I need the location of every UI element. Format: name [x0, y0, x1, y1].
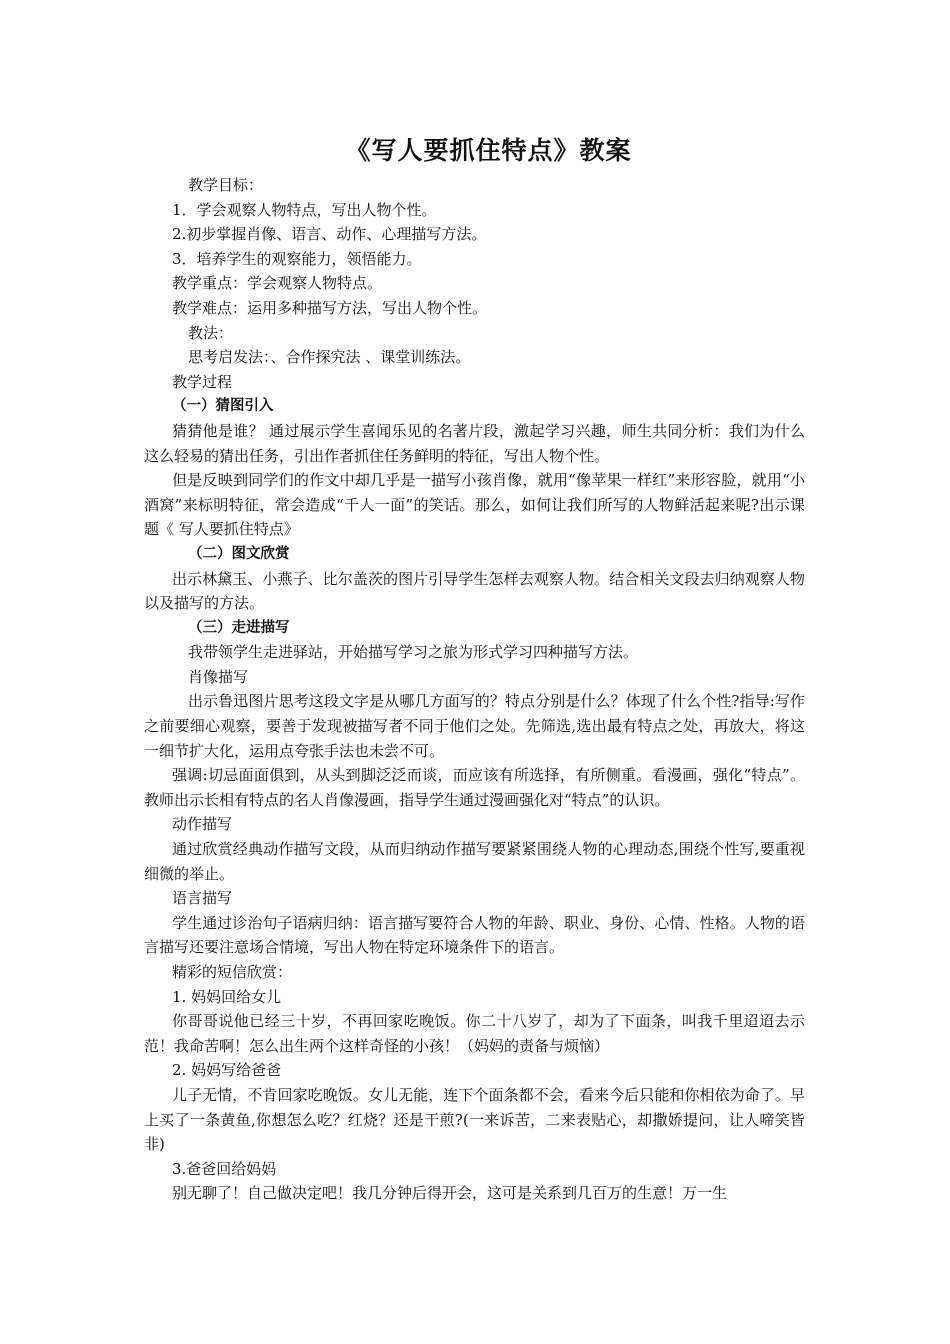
- paragraph-3: 出示林黛玉、小燕子、比尔盖茨的图片引导学生怎样去观察人物。结合相关文段去归纳观察人物以及描写的方法。: [144, 569, 805, 613]
- language-heading: 语言描写: [172, 889, 233, 908]
- sms-1-heading: 1. 妈妈回给女儿: [172, 987, 282, 1006]
- paragraph-6: 强调:切忌面面俱到，从头到脚泛泛而谈，而应该有所选择，有所侧重。看漫画，强化“特点”。教师出示长相有特点的名人肖像漫画，指导学生通过漫画强化对“特点”的认识。: [144, 766, 805, 809]
- paragraph-2: 但是反映到同学们的作文中却几乎是一描写小孩肖像，就用“像苹果一样红”来形容脸，就用“小酒窝”来标明特征，常会造成“千人一面”的笑话。那么，如何让我们所写的人物鲜活起来呢?出示课题《 写人要抓住特点》: [144, 471, 805, 539]
- key-point: 教学重点：学会观察人物特点。: [172, 274, 383, 293]
- section-2-heading: （二）图文欣赏: [188, 545, 290, 562]
- goal-3: 3．培养学生的观察能力，领悟能力。: [172, 249, 422, 268]
- paragraph-8: 学生通过诊治句子语病归纳：语言描写要符合人物的年龄、职业、身份、心情、性格。人物的语言描写还要注意场合情境，写出人物在特定环境条件下的语言。: [144, 913, 805, 957]
- sms-2-heading: 2. 妈妈写给爸爸: [172, 1061, 282, 1080]
- paragraph-4: 我带领学生走进驿站，开始描写学习之旅为形式学习四种描写方法。: [188, 643, 639, 662]
- sms-1-text: 你哥哥说他已经三十岁，不再回家吃晚饭。你二十八岁了，却为了下面条，叫我千里迢迢去示范！我命苦啊！怎么出生两个这样奇怪的小孩！（妈妈的责备与烦恼）: [144, 1012, 805, 1055]
- paragraph-1: 猜猜他是谁？ 通过展示学生喜闻乐见的名著片段，激起学习兴趣，师生共同分析：我们为什么这么轻易的猜出任务，引出作者抓住任务鲜明的特征，写出人物个性。: [144, 421, 805, 465]
- section-3-heading: （三）走进描写: [188, 619, 290, 636]
- goal-2: 2.初步掌握肖像、语言、动作、心理描写方法。: [172, 225, 487, 244]
- goal-heading: 教学目标：: [188, 176, 264, 194]
- sms-3-heading: 3.爸爸回给妈妈: [172, 1159, 277, 1178]
- process-heading: 教学过程: [172, 372, 233, 391]
- difficult-point: 教学难点：运用多种描写方法，写出人物个性。: [172, 298, 488, 317]
- goal-1: 1．学会观察人物特点，写出人物个性。: [172, 200, 437, 219]
- sms-3-text: 别无聊了！自己做决定吧！我几分钟后得开会，这可是关系到几百万的生意！万一生: [172, 1184, 728, 1203]
- method-heading: 教法：: [188, 323, 234, 342]
- portrait-heading: 肖像描写: [188, 667, 249, 686]
- document-title: 《写人要抓住特点》教案: [345, 136, 632, 165]
- action-heading: 动作描写: [172, 815, 233, 834]
- paragraph-5: 出示鲁迅图片思考这段文字是从哪几方面写的？特点分别是什么？体现了什么个性?指导:写作之前要细心观察，要善于发现被描写者不同于他们之处。先筛选,选出最有特点之处，再放大，将这一细节扩大化，运用点夸张手法也未尝不可。: [144, 692, 805, 760]
- method-text: 思考启发法：、合作探究法 、课堂训练法。: [188, 348, 471, 367]
- section-1-heading: （一）猜图引入: [172, 398, 274, 415]
- paragraph-7: 通过欣赏经典动作描写文段，从而归纳动作描写要紧紧围绕人物的心理动态,围绕个性写,要重视细微的举止。: [144, 840, 805, 883]
- sms-heading: 精彩的短信欣赏：: [172, 963, 293, 981]
- sms-2-text: 儿子无情，不肯回家吃晚饭。女儿无能，连下个面条都不会，看来今后只能和你相依为命了。早上买了一条黄鱼,你想怎么吃？红烧？还是干煎?(一来诉苦，二来表贴心，却撒娇提问，让人啼笑皆非): [144, 1085, 805, 1154]
